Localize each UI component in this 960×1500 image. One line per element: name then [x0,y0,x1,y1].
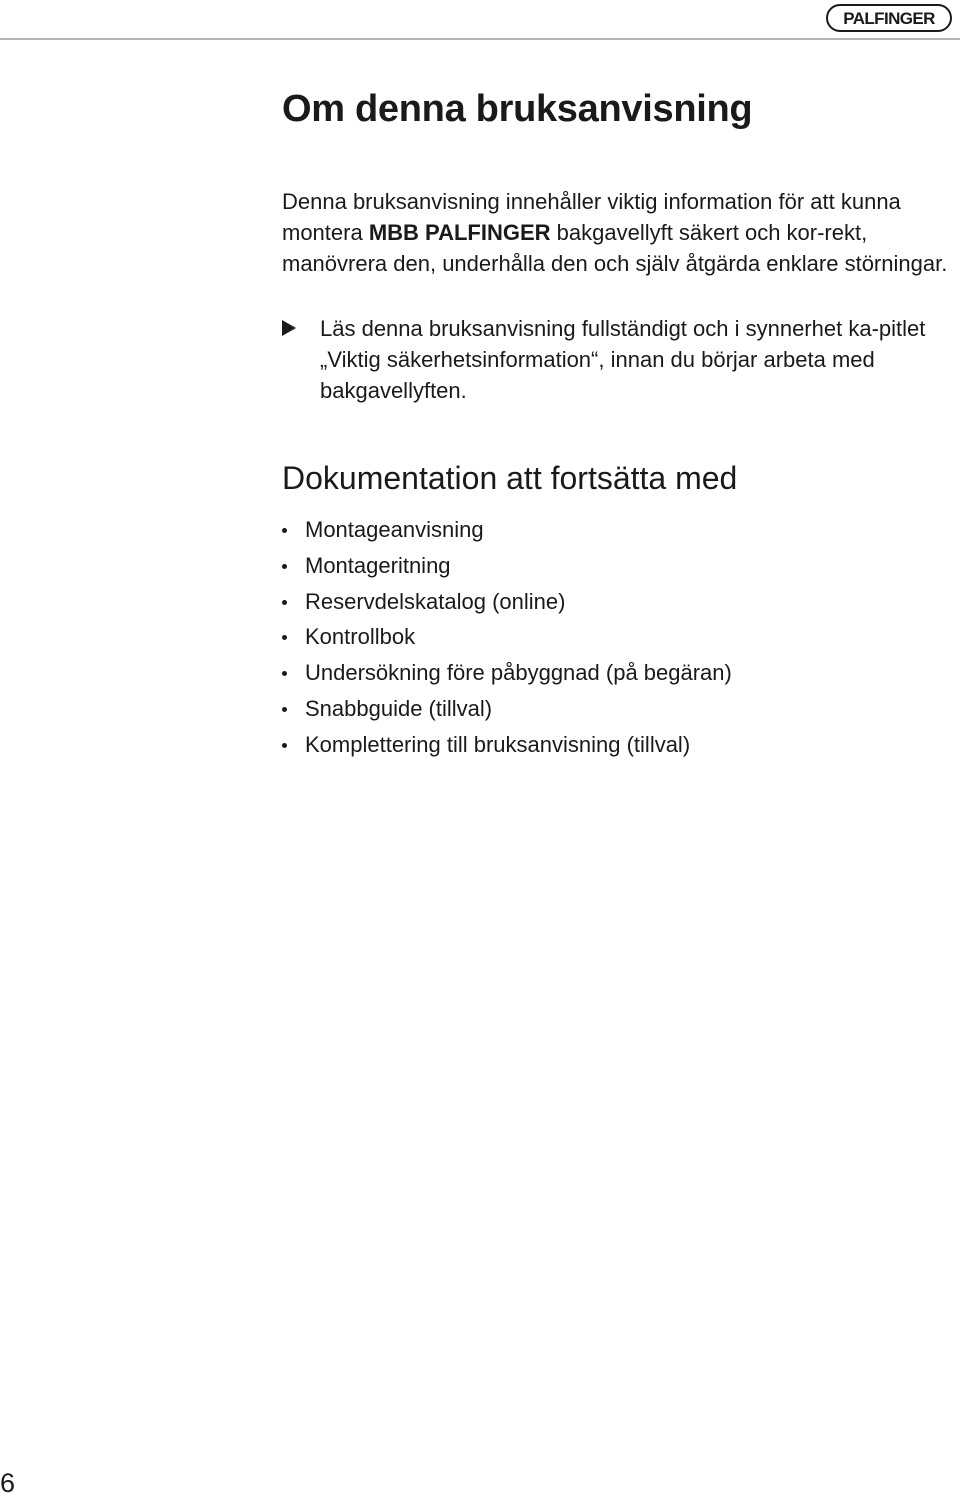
list-item: Kontrollbok [282,619,732,655]
list-item: Undersökning före påbyggnad (på begäran) [282,655,732,691]
intro-text-part1: Denna bruksanvisning innehåller viktig information för att kunna montera [282,189,901,245]
header-rule [0,38,960,40]
page-title: Om denna bruksanvisning [282,88,753,130]
section-title: Dokumentation att fortsätta med [282,460,738,496]
intro-brand: MBB PALFINGER [368,220,551,245]
list-item: Montageritning [282,548,732,584]
arrow-right-icon [282,320,296,336]
list-item: Snabbguide (tillval) [282,691,732,727]
instruction-text: Läs denna bruksanvisning fullständigt och i synnerhet ka-pitlet „Viktig säkerhetsinformation“, innan du börjar arbeta med bakgavellyften. [320,316,926,403]
palfinger-logo [826,4,952,32]
intro-text-part2: bakgavellyft säkert och kor-rekt, manövrera den, underhålla den och själv åtgärda enklare störningar. [282,220,948,276]
list-item: Komplettering till bruksanvisning (tillval) [282,727,732,763]
page-number: 6 [0,1468,16,1498]
list-item: Reservdelskatalog (online) [282,584,732,620]
instruction-step [282,313,960,406]
intro-paragraph [282,186,960,279]
list-item: Montageanvisning [282,512,732,548]
logo-text: PALFINGER [843,8,935,28]
documentation-list [282,512,732,763]
